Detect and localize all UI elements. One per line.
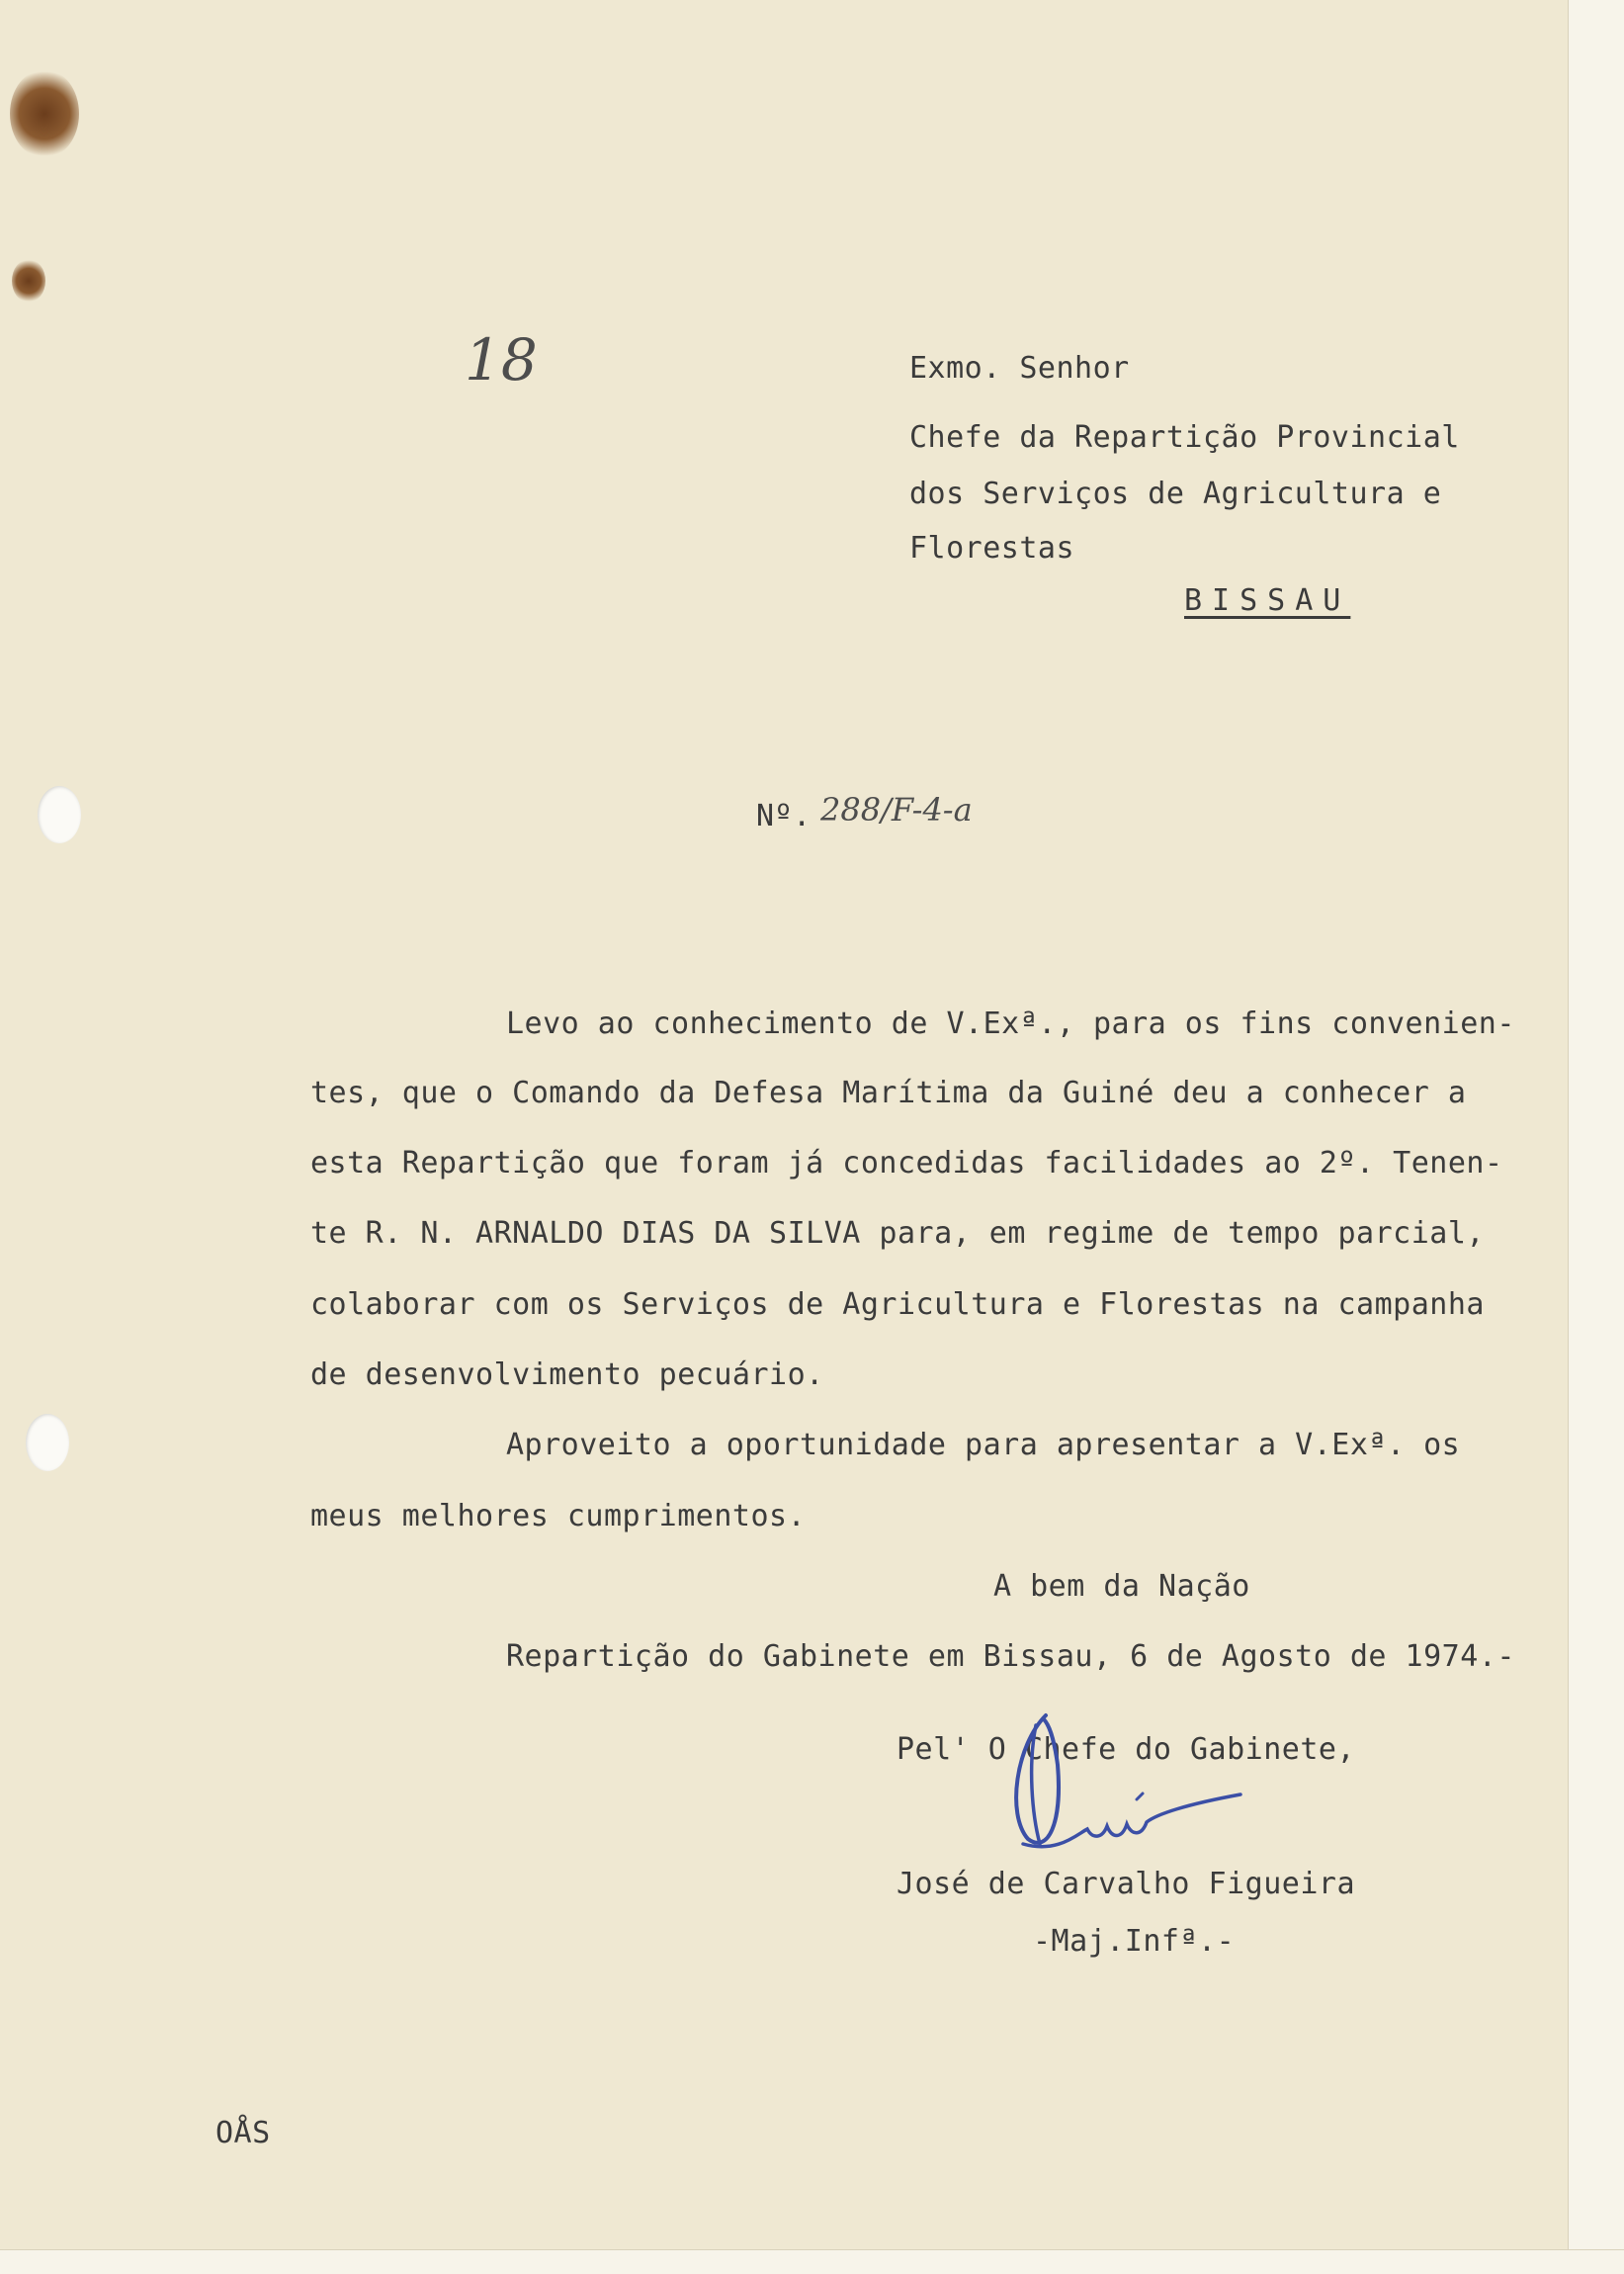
body-line-5: colaborar com os Serviços de Agricultura e Florestas na campanha <box>310 1287 1485 1322</box>
punch-hole-top <box>38 786 81 843</box>
body-line-4: te R. N. ARNALDO DIAS DA SILVA para, em regime de tempo parcial, <box>310 1216 1485 1251</box>
folio-number: 18 <box>465 326 538 394</box>
typist-initials: OÅS <box>215 2116 271 2150</box>
closing-motto: A bem da Nação <box>993 1569 1250 1604</box>
scanner-background-edge <box>1568 0 1624 2274</box>
closing-on-behalf: Pel' O Chefe do Gabinete, <box>897 1732 1356 1767</box>
body-line-6: de desenvolvimento pecuário. <box>310 1357 824 1392</box>
body-line-1: Levo ao conhecimento de V.Exª., para os fins convenien- <box>506 1006 1515 1041</box>
signer-name: José de Carvalho Figueira <box>897 1867 1356 1901</box>
signer-rank: -Maj.Infª.- <box>1033 1924 1236 1959</box>
addressee-salutation: Exmo. Senhor <box>909 351 1130 386</box>
staple-rust-stain <box>10 69 79 158</box>
addressee-city: BISSAU <box>1184 583 1351 618</box>
scanner-background-bottom <box>0 2249 1624 2274</box>
reference-number: 288/F-4-a <box>820 791 973 829</box>
body-line-7: Aproveito a oportunidade para apresentar a V.Exª. os <box>506 1428 1461 1462</box>
body-line-2: tes, que o Comando da Defesa Marítima da Guiné deu a conhecer a <box>310 1076 1467 1110</box>
addressee-line-2: dos Serviços de Agricultura e <box>909 477 1442 511</box>
addressee-line-3: Florestas <box>909 531 1075 566</box>
addressee-line-1: Chefe da Repartição Provincial <box>909 420 1460 455</box>
rust-spot-stain <box>12 259 45 303</box>
reference-prefix: Nº. <box>756 799 812 833</box>
punch-hole-bottom <box>26 1414 69 1471</box>
body-line-8: meus melhores cumprimentos. <box>310 1499 807 1533</box>
closing-place-date: Repartição do Gabinete em Bissau, 6 de Agosto de 1974.- <box>506 1639 1515 1674</box>
body-line-3: esta Repartição que foram já concedidas facilidades ao 2º. Tenen- <box>310 1146 1503 1181</box>
